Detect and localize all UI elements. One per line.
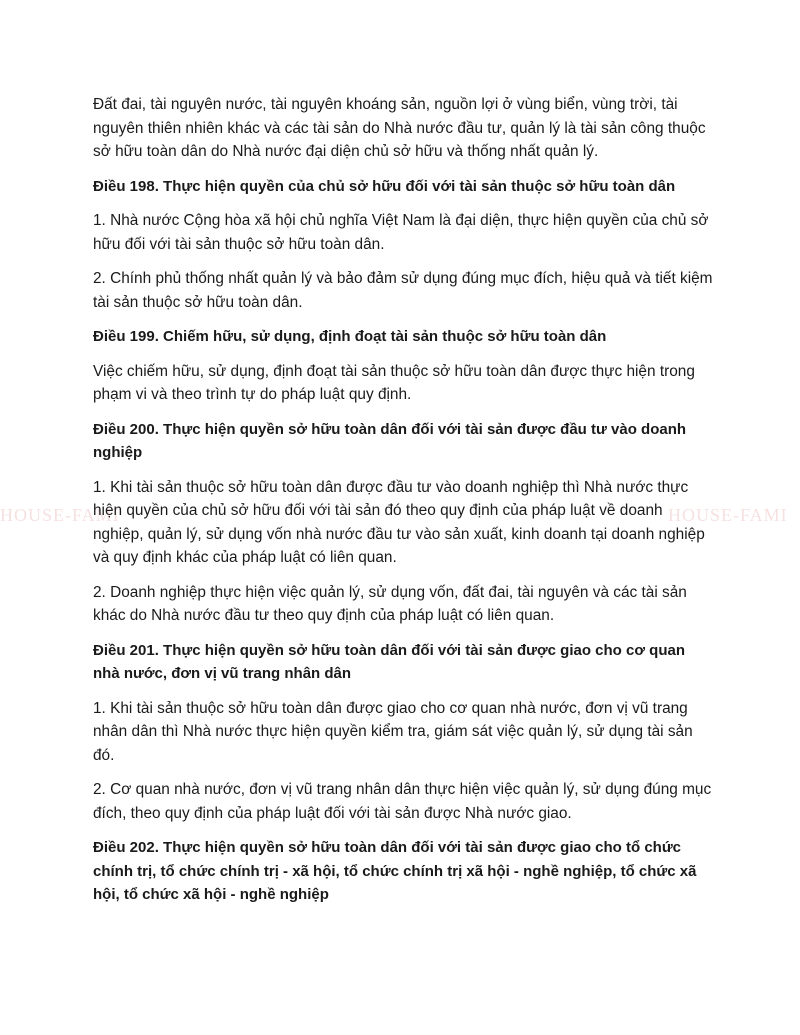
article-201-clause-2: 2. Cơ quan nhà nước, đơn vị vũ trang nhân dân thực hiện việc quản lý, sử dụng đúng mục đích, theo quy định của pháp luật đối với tài sản được Nhà nước giao. <box>93 781 712 822</box>
article-200-heading: Điều 200. Thực hiện quyền sở hữu toàn dân đối với tài sản được đầu tư vào doanh nghiệp <box>93 420 687 461</box>
article-198-clause-2: 2. Chính phủ thống nhất quản lý và bảo đảm sử dụng đúng mục đích, hiệu quả và tiết kiệm tài sản thuộc sở hữu toàn dân. <box>93 270 713 311</box>
article-201-heading: Điều 201. Thực hiện quyền sở hữu toàn dân đối với tài sản được giao cho cơ quan nhà nước, đơn vị vũ trang nhân dân <box>93 641 685 682</box>
document-body <box>93 93 713 918</box>
article-200-clause-1: 1. Khi tài sản thuộc sở hữu toàn dân được đầu tư vào doanh nghiệp thì Nhà nước thực hiện quyền của chủ sở hữu đối với tài sản đó theo quy định của pháp luật về doanh nghiệp, quản lý, sử dụng vốn nhà nước đầu tư vào sản xuất, kinh doanh tại doanh nghiệp và quy định khác của pháp luật có liên quan. <box>93 478 705 566</box>
article-199-clause: Việc chiếm hữu, sử dụng, định đoạt tài sản thuộc sở hữu toàn dân được thực hiện trong phạm vi và theo trình tự do pháp luật quy định. <box>93 362 695 403</box>
article-200-clause-2: 2. Doanh nghiệp thực hiện việc quản lý, sử dụng vốn, đất đai, tài nguyên và các tài sản khác do Nhà nước đầu tư theo quy định của pháp luật có liên quan. <box>93 583 687 624</box>
article-198-heading: Điều 198. Thực hiện quyền của chủ sở hữu đối với tài sản thuộc sở hữu toàn dân <box>93 177 676 195</box>
article-199-heading: Điều 199. Chiếm hữu, sử dụng, định đoạt tài sản thuộc sở hữu toàn dân <box>93 328 607 345</box>
article-198-clause-1: 1. Nhà nước Cộng hòa xã hội chủ nghĩa Việt Nam là đại diện, thực hiện quyền của chủ sở hữu đối với tài sản thuộc sở hữu toàn dân. <box>93 212 709 253</box>
watermark-text-left: HOUSE-FAMI <box>0 505 120 525</box>
article-202-heading: Điều 202. Thực hiện quyền sở hữu toàn dân đối với tài sản được giao cho tổ chức chính trị, tổ chức chính trị - xã hội, tổ chức chính trị xã hội - nghề nghiệp, tổ chức xã hội, tổ chức xã hội - nghề nghiệp <box>93 839 697 903</box>
article-201-clause-1: 1. Khi tài sản thuộc sở hữu toàn dân được giao cho cơ quan nhà nước, đơn vị vũ trang nhân dân thì Nhà nước thực hiện quyền kiểm tra, giám sát việc quản lý, sử dụng tài sản đó. <box>93 699 693 764</box>
intro-paragraph: Đất đai, tài nguyên nước, tài nguyên khoáng sản, nguồn lợi ở vùng biển, vùng trời, tài nguyên thiên nhiên khác và các tài sản do Nhà nước đầu tư, quản lý là tài sản công thuộc sở hữu toàn dân do Nhà nước đại diện chủ sở hữu và thống nhất quản lý. <box>93 96 706 160</box>
watermark-text-right: HOUSE-FAMI <box>668 505 788 525</box>
